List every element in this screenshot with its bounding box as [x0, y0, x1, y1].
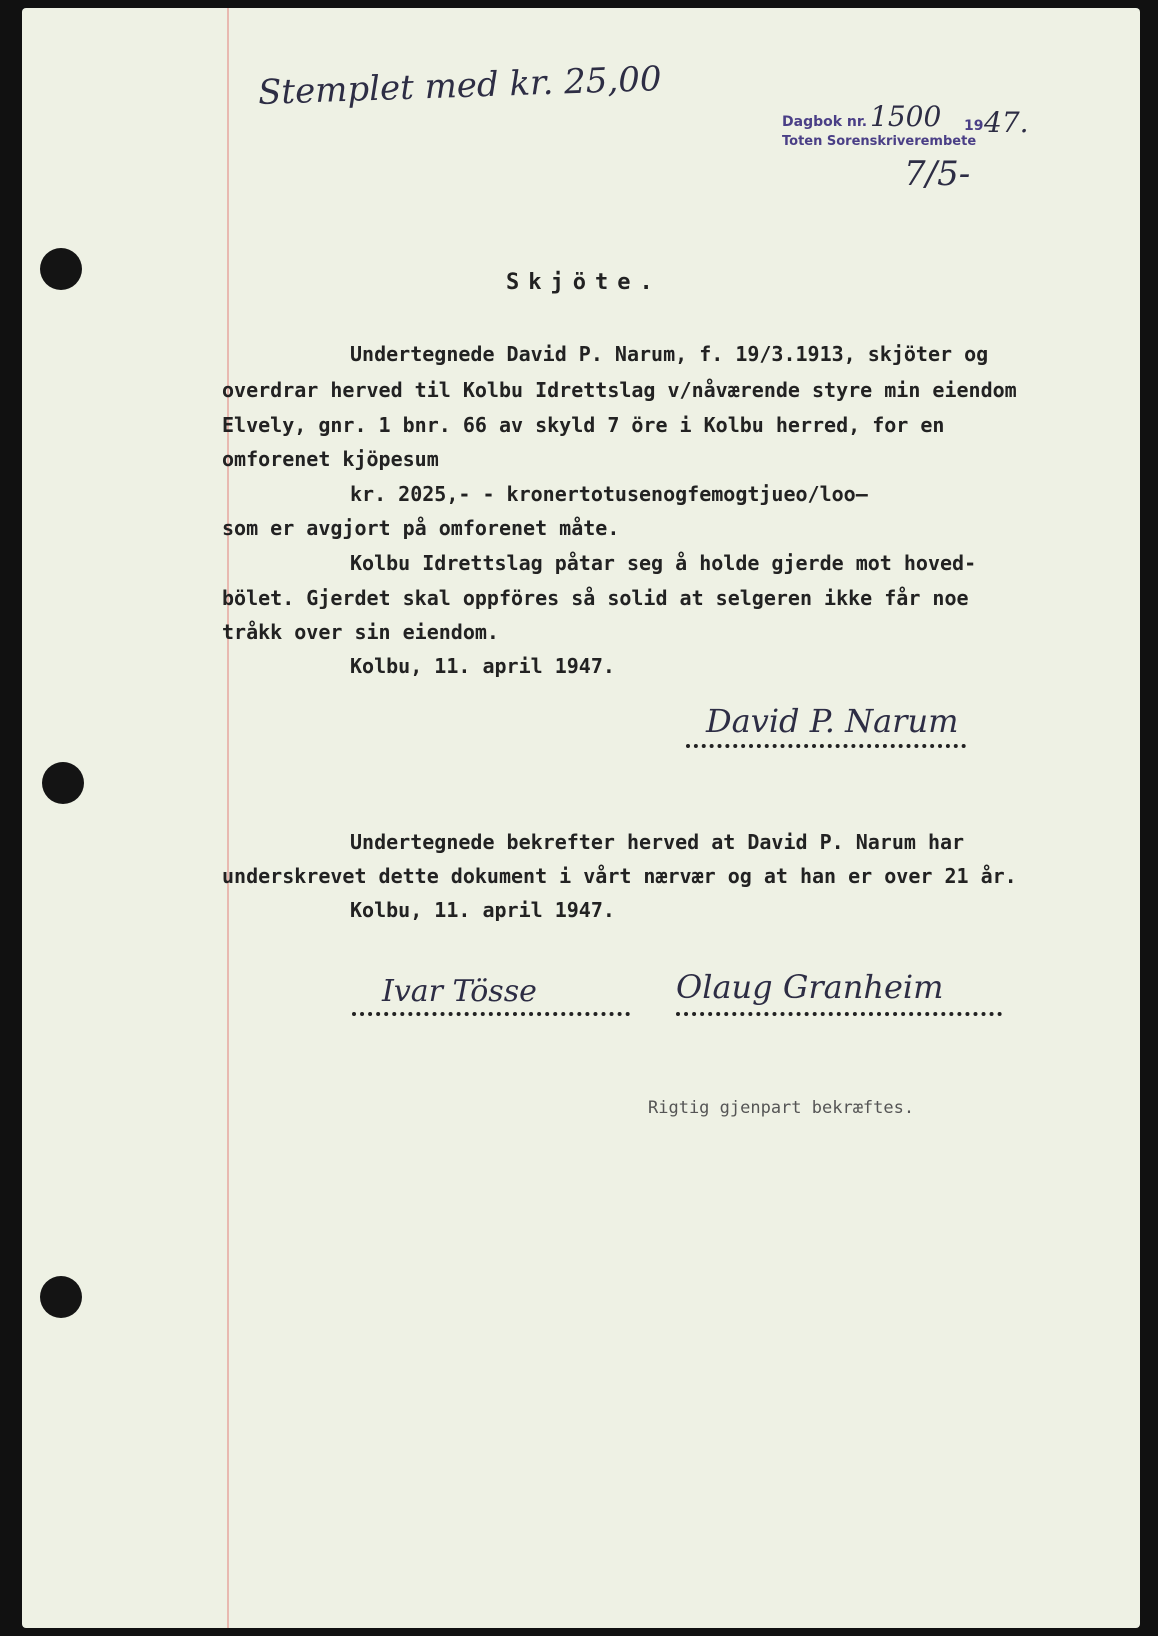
signature-line — [676, 1012, 1002, 1016]
dagbok-label: Dagbok nr. — [782, 114, 868, 130]
dagbok-year-prefix: 19 — [964, 118, 984, 134]
dagbok-office: Toten Sorenskriverembete — [782, 134, 977, 149]
body-line: bölet. Gjerdet skal oppföres så solid at selgeren ikke får noe — [222, 586, 969, 610]
witness-line: underskrevet dette dokument i vårt nærvær og at han er over 21 år. — [222, 864, 1017, 888]
dagbok-number: 1500 — [870, 100, 942, 133]
witness-line: Undertegnede bekrefter herved at David P. Narum har — [350, 830, 965, 854]
certification-stamp: Rigtig gjenpart bekræftes. — [648, 1098, 915, 1118]
signature-line — [686, 744, 966, 748]
body-line: som er avgjort på omforenet måte. — [222, 516, 620, 540]
body-line: omforenet kjöpesum — [222, 447, 439, 471]
dagbok-stamp-line1 — [782, 114, 867, 130]
punch-hole — [40, 1276, 82, 1318]
body-line: Undertegnede David P. Narum, f. 19/3.1913, skjöter og — [350, 342, 989, 366]
document-title: Skjöte. — [506, 270, 662, 295]
handwritten-date: 7/5- — [904, 154, 971, 194]
dagbok-year-suffix: 47. — [984, 106, 1029, 139]
seller-signature: David P. Narum — [706, 702, 959, 740]
punch-hole — [40, 248, 82, 290]
handwritten-stamp-note: Stemplet med kr. 25,00 — [257, 58, 663, 114]
body-line: tråkk over sin eiendom. — [222, 620, 499, 644]
margin-line — [227, 8, 229, 1628]
body-line: kr. 2025,- - kronertotusenogfemogtjueo/loo— — [350, 482, 868, 506]
punch-hole — [42, 762, 84, 804]
place-date: Kolbu, 11. april 1947. — [350, 898, 615, 922]
witness-signature-1: Ivar Tösse — [382, 974, 537, 1009]
witness-signature-2: Olaug Granheim — [676, 968, 944, 1006]
document-page — [22, 8, 1140, 1628]
signature-line — [352, 1012, 630, 1016]
body-line: Kolbu Idrettslag påtar seg å holde gjerde mot hoved- — [350, 551, 977, 575]
body-line: Elvely, gnr. 1 bnr. 66 av skyld 7 öre i Kolbu herred, for en — [222, 413, 945, 437]
body-line: overdrar herved til Kolbu Idrettslag v/nåværende styre min eiendom — [222, 378, 1017, 402]
place-date: Kolbu, 11. april 1947. — [350, 654, 615, 678]
